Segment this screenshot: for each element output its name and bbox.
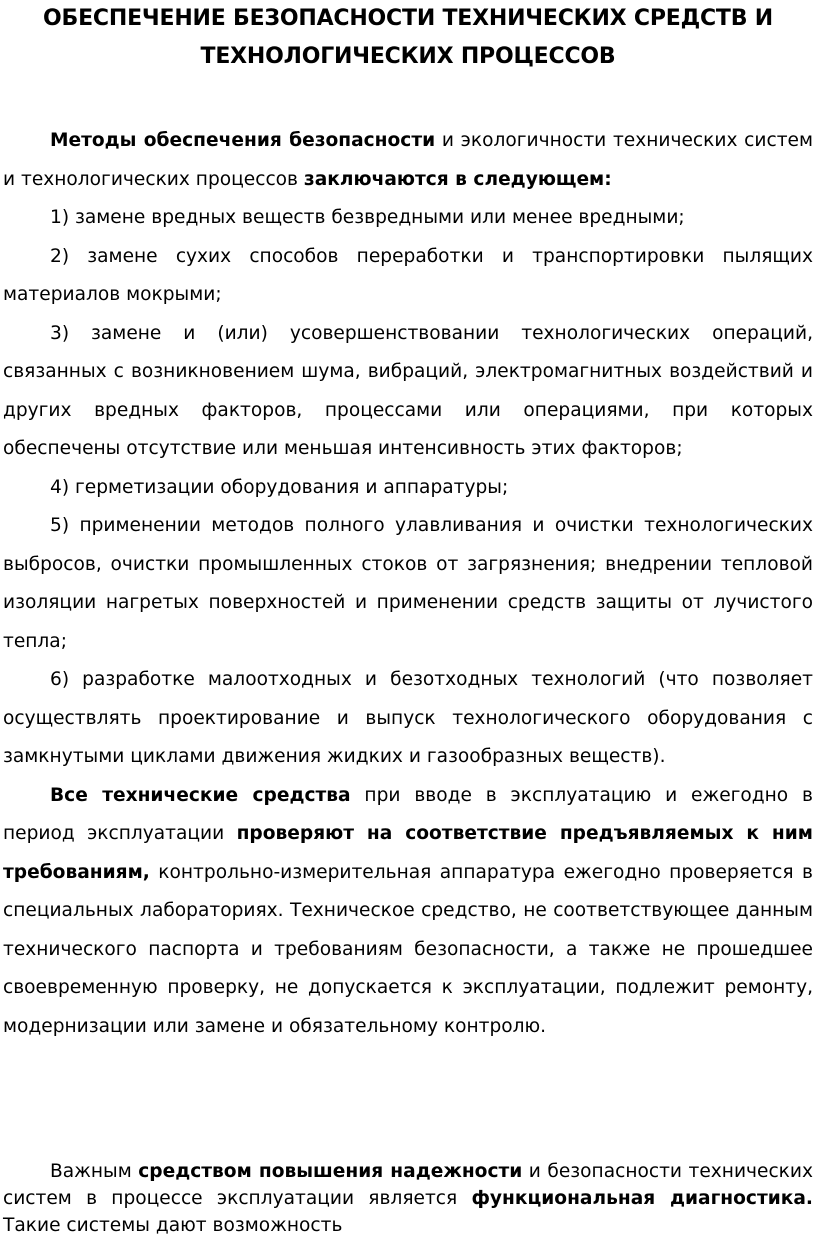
list-item-2: 2) замене сухих способов переработки и транспортировки пылящих материалов мокрыми; <box>3 245 813 305</box>
document-body <box>3 122 813 1046</box>
list-item-5: 5) применении методов полного улавливания и очистки технологических выбросов, очистки промышленных стоков от загрязнения; внедрении тепловой изоляции нагретых поверхностей и применении средств защиты от лучистого тепла; <box>3 515 813 652</box>
final-text-3: Такие системы дают возможность <box>3 1215 343 1236</box>
final-bold-reliability: средством повышения надежности <box>138 1161 523 1182</box>
final-paragraph <box>3 1158 813 1239</box>
final-bold-diagnostics: функциональная диагностика. <box>471 1188 813 1209</box>
title-line-2: ТЕХНОЛОГИЧЕСКИХ ПРОЦЕССОВ <box>200 44 616 69</box>
tech-bold-all-means: Все технические средства <box>50 784 351 806</box>
document-title <box>0 0 816 76</box>
list-item-1: 1) замене вредных веществ безвредными или менее вредными; <box>50 207 685 228</box>
tech-means-paragraph <box>3 777 813 1047</box>
list-item-3: 3) замене и (или) усовершенствовании технологических операций, связанных с возникновением шума, вибраций, электромагнитных воздействий и других вредных факторов, процессами или операциями, при которых обеспечены отсутствие или меньшая интенсивность этих факторов; <box>3 322 813 459</box>
intro-bold-methods: Методы обеспечения безопасности <box>50 130 436 151</box>
final-block <box>3 1158 813 1239</box>
final-text-2: и безопасности технических систем в процессе эксплуатации является <box>3 1161 813 1209</box>
tech-text-2: контрольно-измерительная аппаратура ежегодно проверяется в специальных лабораториях. Техническое средство, не соответствующее данным технического паспорта и требованиям безопасности, а также не прошедшее своевременную проверку, не допускается к эксплуатации, подлежит ремонту, модернизации или замене и обязательному контролю. <box>3 861 813 1037</box>
intro-text: и экологичности технических систем и технологических процессов <box>3 130 813 190</box>
final-text-1: Важным <box>50 1161 139 1182</box>
list-item-4: 4) герметизации оборудования и аппаратуры; <box>50 476 509 498</box>
tech-bold-check: проверяют на соответствие предъявляемых к ним требованиям, <box>3 823 814 883</box>
title-line-1: ОБЕСПЕЧЕНИЕ БЕЗОПАСНОСТИ ТЕХНИЧЕСКИХ СРЕДСТВ И <box>43 6 773 31</box>
tech-text-1: при вводе в эксплуатацию и ежегодно в период эксплуатации <box>3 784 813 844</box>
intro-bold-consist: заключаются в следующем: <box>303 168 612 190</box>
list-item-6: 6) разработке малоотходных и безотходных технологий (что позволяет осуществлять проектирование и выпуск технологического оборудования с замкнутыми циклами движения жидких и газообразных веществ). <box>3 669 813 767</box>
intro-paragraph <box>3 122 813 199</box>
